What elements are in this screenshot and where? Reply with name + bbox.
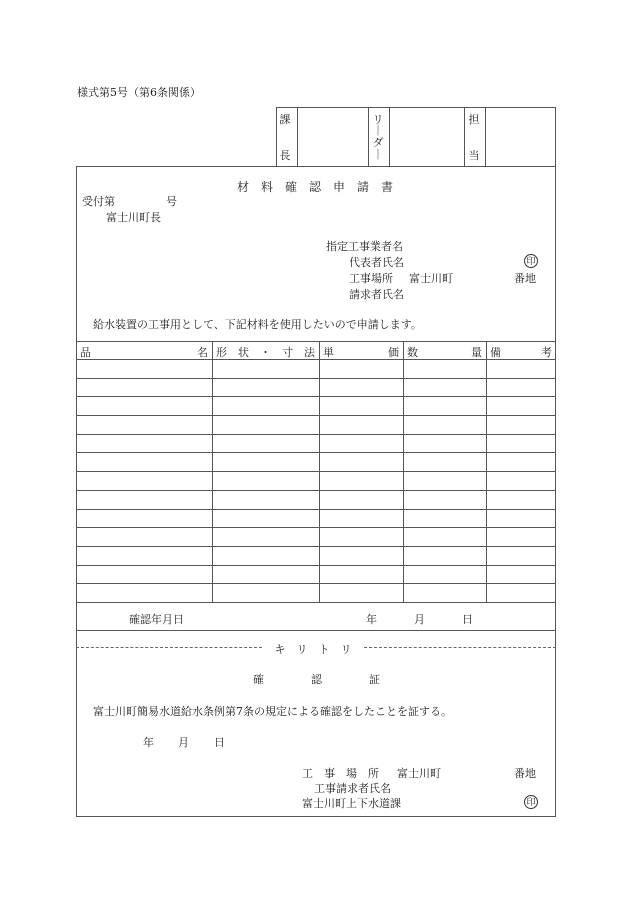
certificate-banchi: 番地 [514, 767, 536, 780]
certificate-requester: 工事請求者氏名 [314, 782, 391, 795]
table-row-line [76, 565, 556, 566]
header-shape-size: 形 状 ・ 寸 法 [216, 346, 315, 359]
approval-kacho-2: 長 [279, 149, 291, 162]
header-unit-price: 単 価 [323, 346, 399, 359]
approval-kacho-1: 課 [279, 113, 291, 126]
header-remarks: 備 考 [490, 346, 552, 359]
form-title: 材 料 確 認 申 請 書 [236, 180, 393, 194]
certificate-title-3: 証 [369, 673, 380, 686]
table-row-line [76, 471, 556, 472]
receipt-prefix: 受付第 [82, 195, 115, 208]
table-row-line [76, 396, 556, 397]
table-row-line [76, 583, 556, 584]
certificate-seal-mark: 印 [524, 795, 538, 809]
table-row-line [76, 452, 556, 453]
site-town: 富士川町 [409, 272, 453, 285]
confirm-date-label: 確認年月日 [129, 613, 184, 626]
requester-name: 請求者氏名 [349, 288, 404, 301]
application-statement: 給水装置の工事用として、下記材料を使用したいので申請します。 [93, 318, 422, 331]
site-banchi: 番地 [514, 272, 536, 285]
cut-line-label: キ リ ト リ [274, 643, 352, 656]
table-row-line [76, 415, 556, 416]
approval-leader-4: ｜ [372, 148, 384, 161]
approval-leader-2: ｜ [372, 124, 384, 137]
table-row-line [76, 602, 556, 603]
addressee: 富士川町長 [106, 211, 161, 224]
approval-box [276, 107, 556, 167]
form-frame [76, 166, 556, 817]
representative-name: 代表者氏名 [349, 256, 404, 269]
approval-leader-3: ダ [372, 136, 384, 149]
header-item-name: 品 名 [80, 346, 208, 359]
table-row-line [76, 527, 556, 528]
form-id: 様式第5号（第6条関係） [77, 86, 201, 99]
confirm-day: 日 [462, 613, 473, 626]
confirm-month: 月 [414, 613, 425, 626]
confirm-year: 年 [366, 613, 377, 626]
approval-leader-1: リ [372, 113, 384, 126]
receipt-suffix: 号 [166, 195, 177, 208]
table-row-line [76, 546, 556, 547]
certificate-site-label: 工 事 場 所 [302, 767, 379, 780]
approval-tanto-2: 当 [468, 149, 480, 162]
designated-contractor: 指定工事業者名 [326, 240, 403, 253]
table-row-line [76, 378, 556, 379]
header-quantity: 数 量 [407, 346, 482, 359]
certificate-title-2: 認 [311, 673, 322, 686]
certificate-text: 富士川町簡易水道給水条例第7条の規定による確認をしたことを証する。 [93, 705, 452, 718]
certificate-title-1: 確 [253, 673, 264, 686]
table-row-line [76, 490, 556, 491]
certificate-year: 年 [143, 736, 154, 749]
seal-mark: 印 [524, 254, 538, 268]
certificate-day: 日 [214, 736, 225, 749]
site-label: 工事場所 [349, 272, 393, 285]
approval-tanto-1: 担 [468, 113, 480, 126]
certificate-office: 富士川町上下水道課 [302, 797, 401, 810]
certificate-site-town: 富士川町 [397, 767, 441, 780]
certificate-month: 月 [178, 736, 189, 749]
table-row-line [76, 434, 556, 435]
table-row-line [76, 509, 556, 510]
